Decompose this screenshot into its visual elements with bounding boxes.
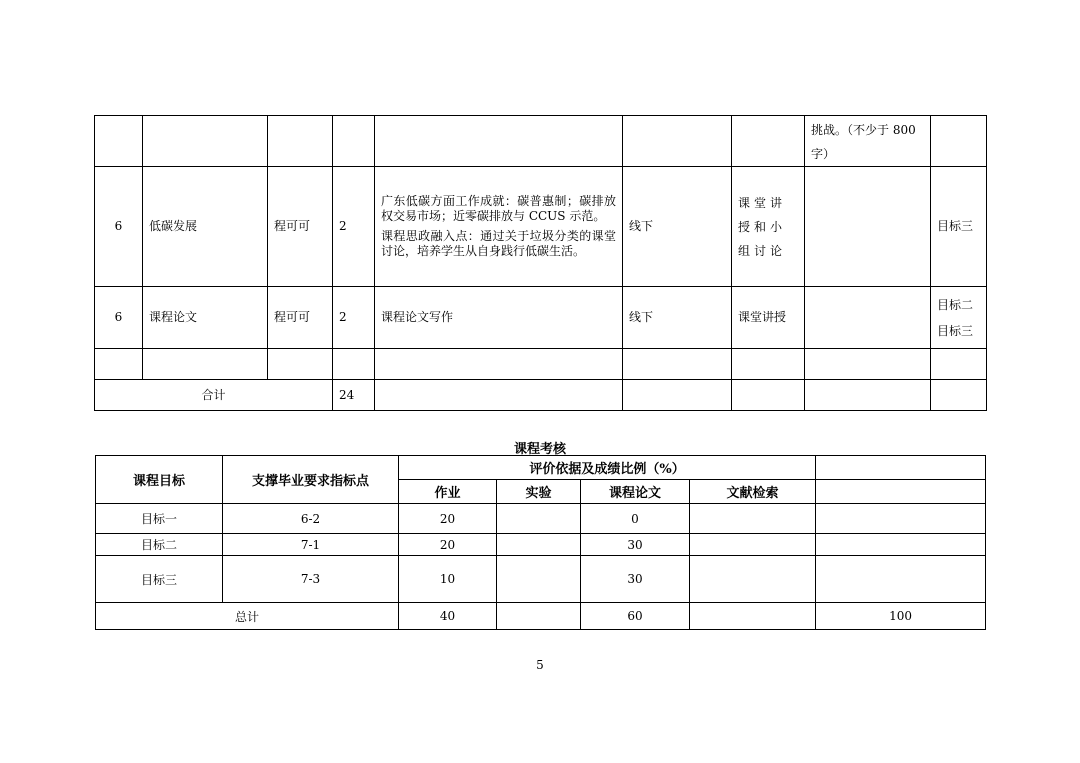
extra-value (816, 534, 986, 556)
page-number: 5 (536, 658, 544, 672)
teaching-mode: 线下 (623, 167, 732, 287)
head-indicator: 支撑毕业要求指标点 (223, 456, 399, 504)
goal-cell: 目标三 (931, 167, 987, 287)
total-literature (690, 603, 816, 630)
goal-label: 目标三 (937, 323, 974, 338)
content-text: 广东低碳方面工作成就：碳普惠制；碳排放权交易市场；近零碳排放与 CCUS 示范。 (381, 194, 616, 223)
paper-value: 0 (581, 504, 690, 534)
total-label: 合计 (95, 380, 333, 411)
hours: 2 (333, 167, 375, 287)
content-cell (375, 167, 623, 287)
ideology-text: 课程思政融入点：通过关于垃圾分类的课堂讨论，培养学生从自身践行低碳生活。 (381, 229, 616, 258)
head-goal: 课程目标 (96, 456, 223, 504)
session-title: 课程论文 (143, 287, 268, 349)
paper-value: 30 (581, 534, 690, 556)
schedule-row (95, 167, 987, 287)
schedule-row-empty (95, 349, 987, 380)
total-hours: 24 (333, 380, 375, 411)
extra-value (816, 556, 986, 603)
total-paper: 60 (581, 603, 690, 630)
indicator: 7-1 (223, 534, 399, 556)
total-homework: 40 (399, 603, 497, 630)
assessment-cell: 挑战。（不少于 800 字） (805, 116, 931, 167)
experiment-value (497, 556, 581, 603)
session-number: 6 (95, 167, 143, 287)
goal-name: 目标一 (96, 504, 223, 534)
assessment-total-row (96, 603, 986, 630)
literature-value (690, 534, 816, 556)
head-basis: 评价依据及成绩比例（%） (399, 456, 816, 480)
total-sum: 100 (816, 603, 986, 630)
extra-value (816, 504, 986, 534)
schedule-row (95, 287, 987, 349)
assessment-table (95, 455, 986, 630)
teacher: 程可可 (268, 167, 333, 287)
schedule-total-row (95, 380, 987, 411)
hours: 2 (333, 287, 375, 349)
literature-value (690, 504, 816, 534)
assessment-row (96, 556, 986, 603)
teaching-mode: 线下 (623, 287, 732, 349)
teacher: 程可可 (268, 287, 333, 349)
paper-value: 30 (581, 556, 690, 603)
assessment-caption: 课程考核 (513, 442, 566, 457)
goal-name: 目标三 (96, 556, 223, 603)
homework-value: 20 (399, 534, 497, 556)
col-literature: 文献检索 (690, 480, 816, 504)
content-text: 课程论文写作 (375, 287, 623, 349)
experiment-value (497, 534, 581, 556)
goal-label: 目标二 (937, 297, 974, 312)
total-label: 总计 (96, 603, 399, 630)
homework-value: 10 (399, 556, 497, 603)
schedule-table (94, 115, 987, 411)
indicator: 7-3 (223, 556, 399, 603)
experiment-value (497, 504, 581, 534)
col-experiment: 实验 (497, 480, 581, 504)
teaching-method: 课堂讲授 (732, 287, 805, 349)
goal-cell (931, 287, 987, 349)
teaching-method: 课堂讲授和小组讨论 (732, 167, 805, 287)
session-title: 低碳发展 (143, 167, 268, 287)
assessment-cell (805, 287, 931, 349)
assessment-row (96, 504, 986, 534)
col-homework: 作业 (399, 480, 497, 504)
total-experiment (497, 603, 581, 630)
session-number: 6 (95, 287, 143, 349)
schedule-row-continued (95, 116, 987, 167)
homework-value: 20 (399, 504, 497, 534)
col-paper: 课程论文 (581, 480, 690, 504)
goal-name: 目标二 (96, 534, 223, 556)
indicator: 6-2 (223, 504, 399, 534)
assessment-row (96, 534, 986, 556)
assessment-cell (805, 167, 931, 287)
literature-value (690, 556, 816, 603)
